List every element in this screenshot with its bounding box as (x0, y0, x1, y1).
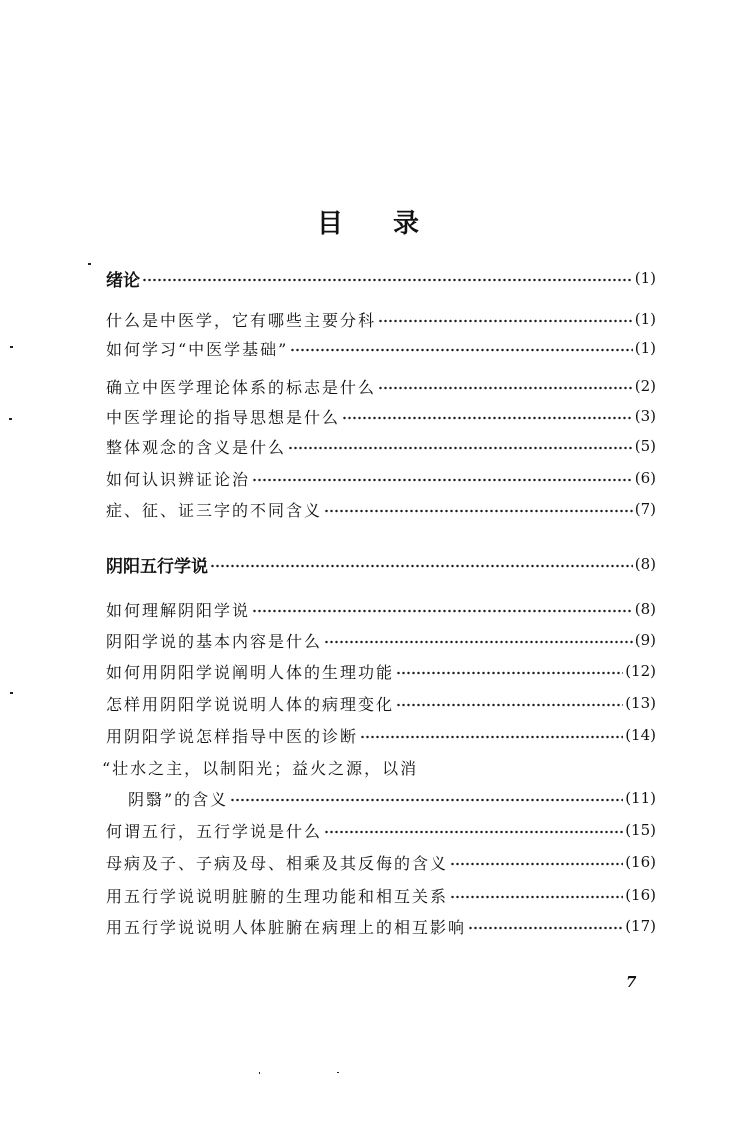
toc-entry (106, 659, 656, 683)
toc-entry (106, 466, 656, 490)
toc-entry-page: (1) (634, 310, 656, 328)
toc-entry-page: (1) (634, 339, 656, 357)
dot-leader (324, 639, 633, 645)
dot-leader (342, 415, 633, 421)
toc-entry-page: (11) (625, 789, 656, 807)
toc-entry-page: (16) (625, 886, 656, 904)
toc-entry-label: 如何用阴阳学说阐明人体的生理功能 (106, 662, 395, 682)
toc-entry-page: (16) (625, 853, 656, 871)
dot-leader (290, 347, 632, 353)
toc-entry-label: 症、征、证三字的不同含义 (106, 500, 323, 520)
page-title (0, 203, 736, 240)
dot-leader (396, 670, 623, 676)
toc-entry (106, 336, 656, 360)
title-char-right: 录 (393, 209, 420, 239)
toc-entry-label: 什么是中医学，它有哪些主要分科 (106, 310, 377, 330)
toc-entry-page: (8) (634, 555, 656, 573)
toc-entry (106, 883, 656, 907)
toc-entry (106, 597, 656, 621)
toc-entry-label: 确立中医学理论体系的标志是什么 (106, 377, 377, 397)
toc-entry-label: “壮水之主，以制阳光；益火之源，以消 (102, 758, 419, 778)
scan-speck (10, 692, 13, 694)
toc-entry (102, 755, 656, 779)
dot-leader (324, 829, 623, 835)
toc-entry-label: 用阴阳学说怎样指导中医的诊断 (106, 726, 359, 746)
toc-entry-page: (14) (625, 726, 656, 744)
title-char-left: 目 (316, 209, 343, 239)
toc-entry-page: (2) (634, 377, 656, 395)
toc-entry-label: 阴阳学说的基本内容是什么 (106, 631, 323, 651)
toc-entry-page: (5) (634, 437, 656, 455)
dot-leader (252, 608, 633, 614)
toc-entry (106, 914, 656, 938)
toc-entry-label: 绪论 (106, 270, 140, 291)
toc-entry-label: 如何理解阴阳学说 (106, 600, 251, 620)
toc-entry-label: 用五行学说说明人体脏腑在病理上的相互影响 (106, 917, 467, 937)
toc-entry (106, 850, 656, 874)
toc-entry-page: (7) (634, 500, 656, 518)
dot-leader (210, 563, 633, 569)
toc-entry-page: (6) (634, 469, 656, 487)
toc-entry-label: 怎样用阴阳学说说明人体的病理变化 (106, 694, 395, 714)
toc-entry (106, 628, 656, 652)
dot-leader (378, 318, 633, 324)
toc-section-entry (106, 552, 656, 576)
toc-entry-label: 中医学理论的指导思想是什么 (106, 407, 341, 427)
toc-entry (106, 818, 656, 842)
dot-leader (252, 477, 633, 483)
toc-entry (106, 307, 656, 331)
dot-leader (378, 385, 633, 391)
dot-leader (450, 894, 623, 900)
scan-speck (10, 346, 13, 348)
dot-leader (142, 277, 633, 283)
toc-entry-page: (8) (634, 600, 656, 618)
scan-speck (88, 263, 91, 265)
dot-leader (396, 702, 623, 708)
dot-leader (468, 925, 623, 931)
toc-entry-label: 阴阳五行学说 (106, 556, 208, 577)
toc-entry-label: 何谓五行，五行学说是什么 (106, 821, 323, 841)
dot-leader (450, 861, 623, 867)
toc-entry-page: (3) (634, 407, 656, 425)
toc-entry-page: (1) (634, 269, 656, 287)
toc-entry (106, 723, 656, 747)
toc-entry-label: 用五行学说说明脏腑的生理功能和相互关系 (106, 886, 449, 906)
toc-entry-label: 如何认识辨证论治 (106, 469, 251, 489)
toc-entry (106, 404, 656, 428)
toc-entry-label: 如何学习“中医学基础” (106, 339, 289, 359)
toc-entry (106, 786, 656, 810)
dot-leader (324, 508, 633, 514)
toc-entry (106, 434, 656, 458)
toc-entry (106, 374, 656, 398)
toc-entry (106, 497, 656, 521)
toc-entry-page: (9) (634, 631, 656, 649)
toc-entry-label: 母病及子、子病及母、相乘及其反侮的含义 (106, 853, 449, 873)
toc-entry-page: (12) (625, 662, 656, 680)
scan-speck (337, 1072, 339, 1073)
toc-entry-page: (17) (625, 917, 656, 935)
scan-speck (9, 418, 12, 420)
toc-entry-page: (13) (625, 694, 656, 712)
dot-leader (288, 445, 633, 451)
toc-entry (106, 691, 656, 715)
toc-entry-label: 阴翳”的含义 (128, 789, 229, 809)
toc-section-entry (106, 266, 656, 290)
dot-leader (230, 797, 623, 803)
dot-leader (360, 734, 623, 740)
scan-speck (259, 1072, 260, 1074)
toc-entry-label: 整体观念的含义是什么 (106, 437, 287, 457)
toc-entry-page: (15) (625, 821, 656, 839)
page-number: 7 (626, 973, 637, 991)
